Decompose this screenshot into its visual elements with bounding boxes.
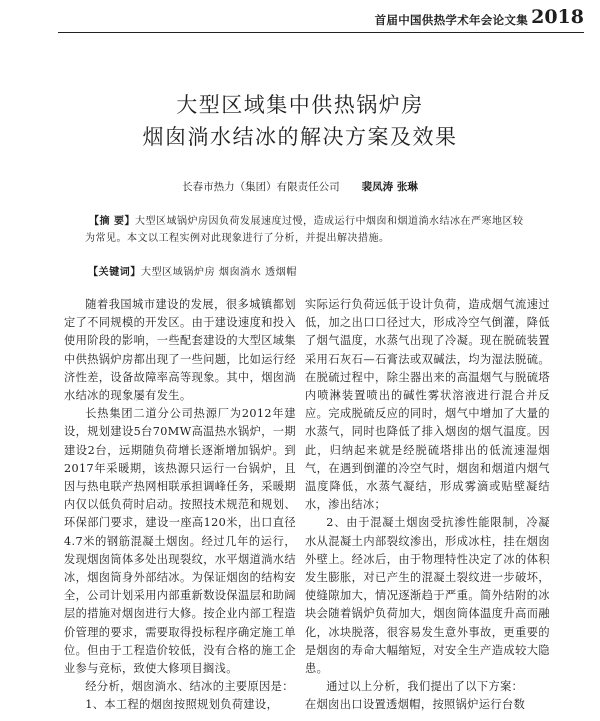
paper-title-line-1: 大型区域集中供热锅炉房: [176, 93, 424, 117]
affiliation: 长春市热力（集团）有限责任公司: [182, 181, 340, 193]
paragraph: 1、本工程的烟囱按照规划负荷建设，: [85, 698, 279, 712]
authors: 裴凤涛 张琳: [361, 181, 418, 193]
body-column-left: [64, 296, 296, 715]
paragraph: 实际运行负荷远低于设计负荷，造成烟气流速过低，加之出口口径过大，形成冷空气倒灌，降低了烟气温度，水蒸气出现了冷凝。现在脱硫装置采用石灰石—石膏法或双碱法，均为湿法脱硫。在脱硫过程中，除尘器出来的高温烟气与脱硫塔内喷淋装置喷出的碱性雾状溶液进行混合并反应。完成脱硫反应的同时，烟气中增加了大量的水蒸气，同时也降低了排入烟囱的烟气温度。因此，归纳起来就是经脱硫塔排出的低流速湿烟气，在遇到倒灌的冷空气时，烟囱和烟道内烟气温度降低，水蒸气凝结，形成雾滴或贴壁凝结水，渗出结冰；: [305, 298, 550, 512]
keywords: [88, 263, 297, 278]
body-column-right: [305, 296, 550, 715]
keywords-label: 【关键词】: [88, 267, 141, 278]
keywords-text: 大型区域锅炉房 烟囱淌水 透烟帽: [141, 267, 297, 278]
abstract-text: 大型区域锅炉房因负荷发展速度过慢，造成运行中烟囱和烟道淌水结冰在严寒地区较为常见。本文以工程实例对此现象进行了分析，并提出解决措施。: [85, 216, 524, 244]
proceedings-title: 首届中国供热学术年会论文集: [374, 13, 528, 27]
paragraph: 在烟囱出口设置透烟帽，按照锅炉运行台数: [305, 698, 526, 712]
abstract-label: 【摘 要】: [89, 216, 135, 227]
paragraph: 随着我国城市建设的发展，很多城镇都划定了不同规模的开发区。由于建设速度和投入使用阶段的影响，一些配套建设的大型区域集中供热锅炉房都出现了一些问题，比如运行经济性差，设备故障率高等现象。其中，烟囱淌水结冰的现象屡有发生。: [64, 298, 296, 403]
header-divider: [58, 32, 584, 33]
paper-title-line-2: 烟囱淌水结冰的解决方案及效果: [142, 125, 458, 149]
paragraph: 经分析，烟囱淌水、结冰的主要原因是：: [85, 680, 294, 694]
paragraph: 通过以上分析，我们提出了以下方案：: [326, 680, 524, 694]
paragraph: 2、由于混凝土烟囱受抗渗性能限制，冷凝水从混凝土内部裂纹渗出，形成冰柱，挂在烟囱外壁上。经冰后，由于物理特性决定了冰的体积发生膨胀，对已产生的混凝土裂纹进一步破坏，使缝隙加大，情况逐渐趋于严重。简外结附的冰块会随着锅炉负荷加大，烟囱筒体温度升高而融化，冰块脱落，很容易发生意外事故，更重要的是烟囱的寿命大幅缩短，对安全生产造成较大隐患。: [305, 516, 550, 676]
paragraph: 长热集团二道分公司热源厂为2012年建设，规划建设5台70MW高温热水锅炉，一期建设2台，远期随负荷增长逐渐增加锅炉。到2017年采暖期，该热源只运行一台锅炉，且因与热电联产热网相联承担调峰任务，采暖期内仅以低负荷时启动。按照技术规范和规划、环保部门要求，建设一座高120米，出口直径4.7米的钢筋混凝土烟囱。经过几年的运行，发现烟囱筒体多处出现裂纹，水平烟道淌水结冰，烟囱筒身外部结冰。为保证烟囱的结构安全，公司计划采用内部重新数设保温层和助阔层的措施对烟囱进行大修。按企业内部工程造价管理的要求，需要取得投标程序确定施工单位。但由于工程造价较低，没有合格的施工企业参与竞标，致使大修项目搁浅。: [64, 407, 296, 676]
abstract: [85, 214, 525, 247]
proceedings-year: 2018: [531, 6, 584, 28]
author-line: [0, 179, 600, 194]
